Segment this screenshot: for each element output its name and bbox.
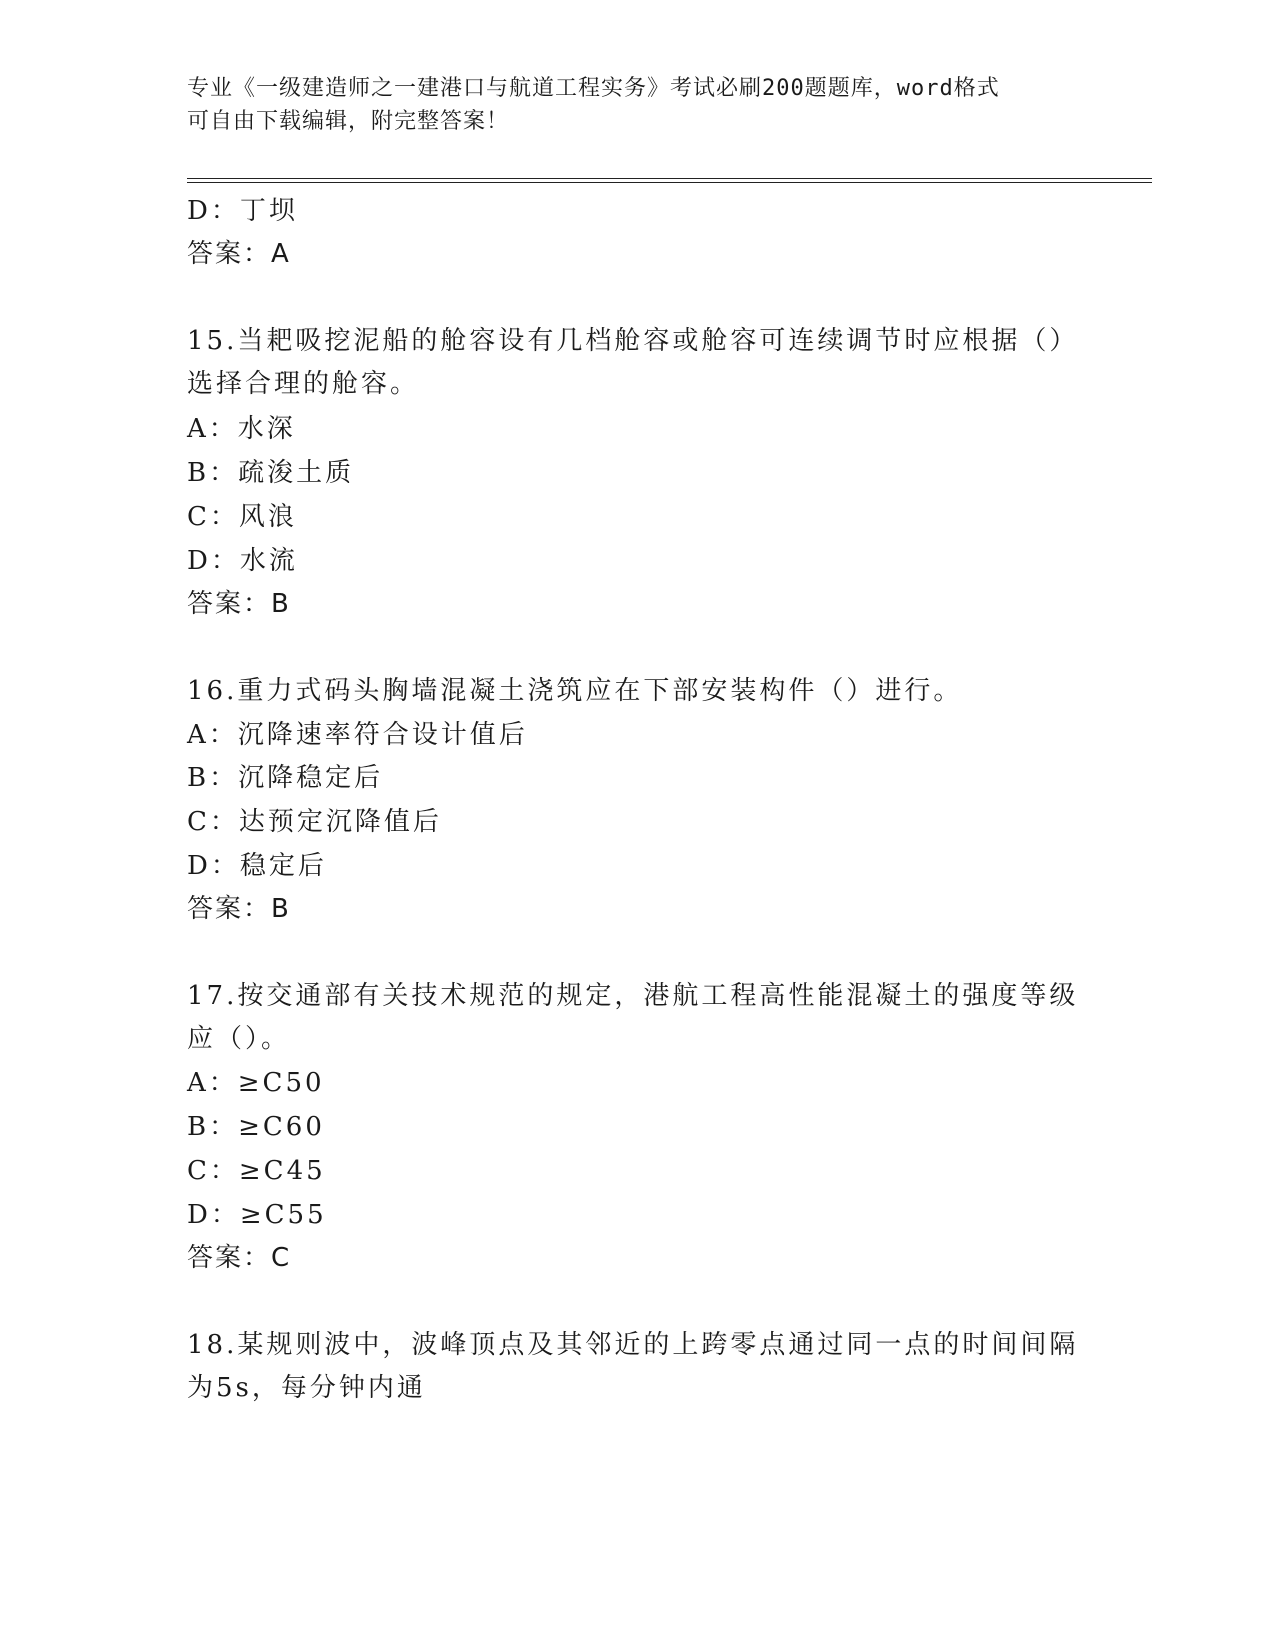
- q15-option-d: D：水流: [187, 546, 298, 576]
- q17-option-c: C：≥C45: [187, 1156, 326, 1186]
- q16-option-b: B：沉降稳定后: [187, 763, 384, 793]
- q17-option-d: D：≥C55: [187, 1200, 327, 1230]
- q16-answer: 答案：B: [187, 894, 291, 924]
- document-header: [187, 72, 1067, 138]
- q17-stem-line-1: 17.按交通部有关技术规范的规定，港航工程高性能混凝土的强度等级: [187, 981, 1079, 1011]
- header-divider-top: [187, 178, 1152, 179]
- q17-stem-line-2: 应（）。: [187, 1024, 291, 1054]
- q17-answer: 答案：C: [187, 1243, 292, 1273]
- q16-option-a: A：沉降速率符合设计值后: [187, 720, 528, 750]
- q15-option-b: B：疏浚土质: [187, 458, 355, 488]
- q15-stem-line-2: 选择合理的舱容。: [187, 369, 420, 399]
- q17-option-a: A：≥C50: [187, 1068, 325, 1098]
- header-divider-bottom: [187, 182, 1152, 183]
- q15-stem-line-1: 15.当耙吸挖泥船的舱容设有几档舱容或舱容可连续调节时应根据（）: [187, 326, 1079, 356]
- q15-option-a: A：水深: [187, 414, 296, 444]
- header-line-2: 可自由下载编辑，附完整答案！: [187, 109, 510, 134]
- q16-option-c: C：达预定沉降值后: [187, 807, 442, 837]
- q15-option-c: C：风浪: [187, 502, 297, 532]
- q15-answer: 答案：B: [187, 589, 291, 619]
- q18-stem-line-1: 18.某规则波中，波峰顶点及其邻近的上跨零点通过同一点的时间间隔: [187, 1330, 1079, 1360]
- q16-stem-line-1: 16.重力式码头胸墙混凝土浇筑应在下部安装构件（）进行。: [187, 676, 963, 706]
- header-line-1: 专业《一级建造师之一建港口与航道工程实务》考试必刷200题题库，word格式: [187, 76, 1000, 101]
- q16-option-d: D：稳定后: [187, 851, 327, 881]
- q18-stem-line-2: 为5s，每分钟内通: [187, 1373, 426, 1403]
- prev-answer: 答案：A: [187, 239, 291, 269]
- q17-option-b: B：≥C60: [187, 1112, 325, 1142]
- prev-option-d: D：丁坝: [187, 196, 298, 226]
